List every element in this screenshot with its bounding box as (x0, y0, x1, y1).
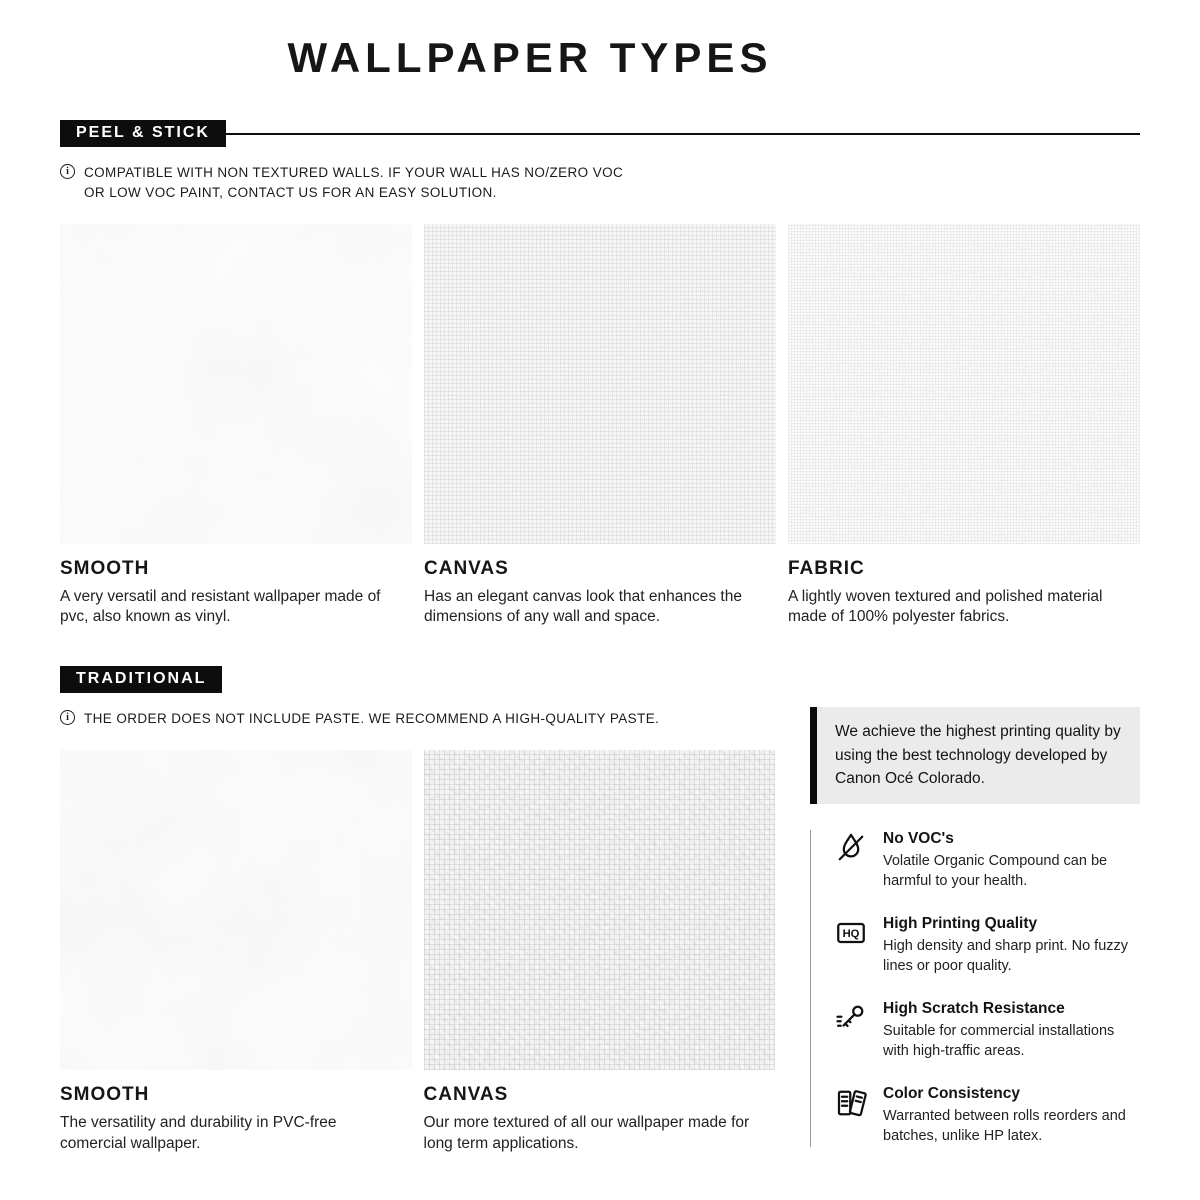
swatch-name: CANVAS (424, 557, 509, 579)
section-header-peel-stick (60, 120, 1140, 147)
hq-printing-icon (833, 915, 869, 951)
info-icon: i (60, 710, 75, 725)
quality-features-list (810, 830, 1140, 1147)
section-header-traditional (60, 666, 1140, 693)
feature-no-voc (833, 830, 1140, 891)
swatch-peel-stick-fabric (788, 224, 1140, 629)
no-voc-icon (833, 830, 869, 866)
feature-description: Warranted between rolls reorders and batches, unlike HP latex. (883, 1108, 1126, 1145)
swatch-name: SMOOTH (60, 557, 150, 579)
smooth-texture-image (60, 224, 412, 544)
color-consistency-icon (833, 1085, 869, 1121)
section-badge-traditional: TRADITIONAL (60, 666, 222, 693)
swatch-description: A very versatil and resistant wallpaper made of pvc, also known as vinyl. (60, 587, 381, 626)
section-peel-stick (60, 120, 1140, 628)
swatch-traditional-smooth (60, 750, 412, 1155)
section-badge-peel-stick: PEEL & STICK (60, 120, 226, 147)
smooth-texture-image (60, 750, 412, 1070)
note-peel-stick (60, 163, 1140, 204)
swatch-peel-stick-smooth (60, 224, 412, 629)
feature-title: High Scratch Resistance (883, 1000, 1065, 1018)
canvas-texture-image (424, 224, 776, 544)
feature-high-printing-quality (833, 915, 1140, 976)
traditional-swatches (60, 750, 775, 1155)
swatch-peel-stick-canvas (424, 224, 776, 629)
section-traditional (60, 666, 1140, 1170)
feature-title: High Printing Quality (883, 915, 1038, 933)
fabric-texture-image (788, 224, 1140, 544)
quality-panel (810, 707, 1140, 1170)
scratch-resistance-icon (833, 1000, 869, 1036)
quality-highlight-box (810, 707, 1140, 804)
feature-description: High density and sharp print. No fuzzy lines or poor quality. (883, 938, 1129, 974)
swatch-description: Our more textured of all our wallpaper made for long term applications. (423, 1113, 750, 1152)
feature-high-scratch-resistance (833, 1000, 1140, 1061)
note-text: COMPATIBLE WITH NON TEXTURED WALLS. IF YOUR WALL HAS NO/ZERO VOC OR LOW VOC PAINT, CONTACT US FOR AN EASY SOLUTION. (84, 165, 624, 201)
feature-color-consistency (833, 1085, 1140, 1146)
info-icon: i (60, 164, 75, 179)
swatch-name: FABRIC (788, 557, 865, 579)
page-title: WALLPAPER TYPES (287, 34, 773, 81)
quality-highlight-text: We achieve the highest printing quality by using the best technology developed by Canon Océ Colorado. (835, 723, 1121, 787)
feature-title: No VOC's (883, 830, 954, 848)
swatch-description: Has an elegant canvas look that enhances the dimensions of any wall and space. (424, 587, 742, 626)
peel-stick-swatches (60, 224, 1140, 629)
feature-title: Color Consistency (883, 1085, 1020, 1103)
svg-text:HQ: HQ (842, 928, 860, 941)
swatch-name: CANVAS (423, 1083, 509, 1105)
feature-description: Volatile Organic Compound can be harmful to your health. (883, 853, 1108, 889)
swatch-traditional-canvas (424, 750, 776, 1155)
swatch-description: A lightly woven textured and polished material made of 100% polyester fabrics. (788, 587, 1103, 626)
canvas-texture-image (424, 750, 776, 1070)
section-rule (226, 133, 1140, 135)
swatch-name: SMOOTH (60, 1083, 150, 1105)
note-traditional (60, 709, 775, 729)
swatch-description: The versatility and durability in PVC-free comercial wallpaper. (60, 1113, 337, 1152)
note-text: THE ORDER DOES NOT INCLUDE PASTE. WE RECOMMEND A HIGH-QUALITY PASTE. (84, 711, 660, 727)
feature-description: Suitable for commercial installations with high-traffic areas. (883, 1023, 1115, 1059)
